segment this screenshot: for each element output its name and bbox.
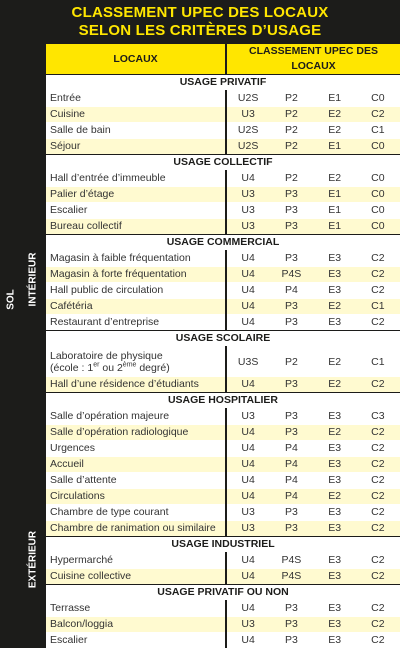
upec-p: P3 — [269, 633, 313, 648]
room-name: Cafétéria — [46, 299, 226, 315]
room-name: Balcon/loggia — [46, 617, 226, 633]
upec-p: P3 — [269, 425, 313, 441]
header-upec: CLASSEMENT UPEC DES LOCAUX — [226, 44, 400, 75]
upec-c: C0 — [356, 171, 400, 187]
upec-p: P2 — [269, 107, 313, 123]
upec-e: E2 — [314, 347, 356, 377]
upec-u: U3 — [226, 107, 269, 123]
upec-e: E3 — [314, 633, 356, 648]
upec-u: U4 — [226, 489, 269, 505]
upec-e: E3 — [314, 521, 356, 537]
upec-e: E3 — [314, 617, 356, 633]
room-name: Cuisine — [46, 107, 226, 123]
upec-p: P4 — [269, 457, 313, 473]
section-title: USAGE HOSPITALIER — [46, 393, 400, 409]
upec-e: E2 — [314, 489, 356, 505]
upec-p: P4S — [269, 553, 313, 569]
upec-u: U4 — [226, 377, 269, 393]
upec-p: P3 — [269, 505, 313, 521]
room-name: Salle d’attente — [46, 473, 226, 489]
upec-e: E1 — [314, 187, 356, 203]
upec-u: U4 — [226, 633, 269, 648]
upec-u: U3S — [226, 347, 269, 377]
table-row — [46, 473, 400, 489]
upec-table-wrap — [46, 44, 400, 648]
upec-c: C1 — [356, 123, 400, 139]
room-name: Entrée — [46, 91, 226, 107]
upec-u: U3 — [226, 219, 269, 235]
upec-e: E2 — [314, 107, 356, 123]
upec-u: U2S — [226, 123, 269, 139]
room-name-name2b: ou 2 — [99, 362, 122, 374]
section-title: USAGE COMMERCIAL — [46, 235, 400, 251]
upec-c: C2 — [356, 457, 400, 473]
room-name: Escalier — [46, 203, 226, 219]
table-row — [46, 617, 400, 633]
room-name: Hall d’entrée d’immeuble — [46, 171, 226, 187]
table-row — [46, 187, 400, 203]
table-body — [46, 75, 400, 648]
upec-e: E3 — [314, 315, 356, 331]
room-name: Palier d’étage — [46, 187, 226, 203]
room-name: Chambre de type courant — [46, 505, 226, 521]
upec-u: U4 — [226, 553, 269, 569]
upec-e: E2 — [314, 425, 356, 441]
upec-p: P3 — [269, 409, 313, 425]
upec-c: C2 — [356, 267, 400, 283]
upec-e: E3 — [314, 441, 356, 457]
room-name-name2a: (école : 1 — [50, 362, 93, 374]
upec-u: U4 — [226, 267, 269, 283]
upec-u: U4 — [226, 299, 269, 315]
section-title: USAGE SCOLAIRE — [46, 331, 400, 347]
table-row — [46, 251, 400, 267]
upec-c: C0 — [356, 187, 400, 203]
table-row — [46, 489, 400, 505]
room-name: Hypermarché — [46, 553, 226, 569]
room-name: Chambre de ranimation ou similaire — [46, 521, 226, 537]
upec-c: C2 — [356, 553, 400, 569]
sidebar-interieur — [22, 44, 44, 529]
upec-c: C2 — [356, 251, 400, 267]
room-name: Séjour — [46, 139, 226, 155]
room-name-name2c: degré) — [136, 362, 169, 374]
upec-p: P3 — [269, 617, 313, 633]
upec-c: C0 — [356, 91, 400, 107]
upec-e: E3 — [314, 251, 356, 267]
room-name: Restaurant d’entreprise — [46, 315, 226, 331]
upec-p: P3 — [269, 601, 313, 617]
upec-c: C3 — [356, 409, 400, 425]
room-name: Magasin à faible fréquentation — [46, 251, 226, 267]
upec-c: C2 — [356, 521, 400, 537]
upec-u: U3 — [226, 521, 269, 537]
upec-p: P4S — [269, 267, 313, 283]
upec-c: C2 — [356, 569, 400, 585]
header-locaux: LOCAUX — [46, 44, 226, 75]
upec-u: U4 — [226, 441, 269, 457]
upec-u: U3 — [226, 203, 269, 219]
room-name: Hall d’une résidence d’étudiants — [46, 377, 226, 393]
section-header — [46, 393, 400, 409]
title-line-1: CLASSEMENT UPEC DES LOCAUX — [0, 4, 400, 22]
upec-u: U4 — [226, 283, 269, 299]
upec-c: C0 — [356, 203, 400, 219]
upec-u: U3 — [226, 617, 269, 633]
upec-p: P3 — [269, 521, 313, 537]
section-header — [46, 235, 400, 251]
upec-c: C2 — [356, 283, 400, 299]
section-title: USAGE PRIVATIF — [46, 75, 400, 91]
upec-e: E1 — [314, 203, 356, 219]
room-name: Urgences — [46, 441, 226, 457]
upec-p: P2 — [269, 91, 313, 107]
sol-label: SOL — [6, 285, 17, 315]
upec-u: U3 — [226, 505, 269, 521]
upec-p: P4 — [269, 283, 313, 299]
section-title: USAGE PRIVATIF OU NON — [46, 585, 400, 601]
table-row — [46, 441, 400, 457]
table-row — [46, 123, 400, 139]
section-header — [46, 155, 400, 171]
section-header — [46, 537, 400, 553]
upec-u: U3 — [226, 187, 269, 203]
room-name: Salle d’opération majeure — [46, 409, 226, 425]
table-row — [46, 315, 400, 331]
upec-p: P3 — [269, 377, 313, 393]
interieur-label: INTÉRIEUR — [28, 250, 39, 310]
upec-u: U4 — [226, 251, 269, 267]
upec-c: C2 — [356, 633, 400, 648]
room-name: Escalier — [46, 633, 226, 648]
upec-e: E3 — [314, 409, 356, 425]
upec-e: E2 — [314, 171, 356, 187]
upec-u: U4 — [226, 315, 269, 331]
table-row — [46, 409, 400, 425]
room-name: Bureau collectif — [46, 219, 226, 235]
upec-u: U4 — [226, 569, 269, 585]
room-name: Circulations — [46, 489, 226, 505]
sidebar-sol — [0, 44, 22, 589]
upec-p: P4 — [269, 441, 313, 457]
table-row — [46, 425, 400, 441]
table-row — [46, 299, 400, 315]
upec-e: E1 — [314, 139, 356, 155]
table-row — [46, 347, 400, 377]
upec-e: E1 — [314, 91, 356, 107]
table-row — [46, 569, 400, 585]
upec-p: P3 — [269, 315, 313, 331]
upec-p: P4 — [269, 489, 313, 505]
table-row — [46, 267, 400, 283]
table-row — [46, 601, 400, 617]
upec-u: U4 — [226, 473, 269, 489]
upec-c: C2 — [356, 473, 400, 489]
upec-p: P4 — [269, 473, 313, 489]
room-name: Accueil — [46, 457, 226, 473]
section-header — [46, 331, 400, 347]
room-name-sup1: er — [93, 361, 99, 368]
upec-p: P3 — [269, 187, 313, 203]
upec-c: C2 — [356, 617, 400, 633]
upec-c: C2 — [356, 505, 400, 521]
room-name: Hall public de circulation — [46, 283, 226, 299]
room-name: Salle de bain — [46, 123, 226, 139]
upec-u: U4 — [226, 601, 269, 617]
sidebar-exterieur — [22, 531, 44, 589]
upec-e: E3 — [314, 553, 356, 569]
table-row — [46, 505, 400, 521]
upec-e: E2 — [314, 377, 356, 393]
upec-c: C2 — [356, 489, 400, 505]
upec-c: C1 — [356, 347, 400, 377]
upec-e: E1 — [314, 219, 356, 235]
room-name-sup2: ème — [123, 361, 137, 368]
upec-c: C0 — [356, 219, 400, 235]
table-row — [46, 457, 400, 473]
upec-p: P2 — [269, 171, 313, 187]
room-name — [46, 347, 226, 377]
upec-e: E3 — [314, 267, 356, 283]
upec-e: E3 — [314, 473, 356, 489]
table-row — [46, 219, 400, 235]
exterieur-label: EXTÉRIEUR — [28, 528, 39, 592]
upec-u: U4 — [226, 171, 269, 187]
upec-e: E3 — [314, 283, 356, 299]
table-row — [46, 107, 400, 123]
upec-c: C2 — [356, 315, 400, 331]
section-title: USAGE INDUSTRIEL — [46, 537, 400, 553]
room-name: Salle d’opération radiologique — [46, 425, 226, 441]
upec-c: C2 — [356, 107, 400, 123]
upec-c: C2 — [356, 601, 400, 617]
upec-e: E3 — [314, 601, 356, 617]
upec-p: P3 — [269, 219, 313, 235]
upec-u: U3 — [226, 409, 269, 425]
section-header — [46, 585, 400, 601]
upec-p: P2 — [269, 123, 313, 139]
upec-p: P2 — [269, 347, 313, 377]
upec-p: P3 — [269, 203, 313, 219]
section-title: USAGE COLLECTIF — [46, 155, 400, 171]
upec-u: U4 — [226, 425, 269, 441]
upec-u: U2S — [226, 91, 269, 107]
upec-c: C2 — [356, 377, 400, 393]
upec-p: P2 — [269, 139, 313, 155]
table-row — [46, 283, 400, 299]
upec-c: C2 — [356, 441, 400, 457]
room-name: Magasin à forte fréquentation — [46, 267, 226, 283]
upec-table — [46, 44, 400, 648]
upec-e: E3 — [314, 569, 356, 585]
table-row — [46, 91, 400, 107]
upec-e: E3 — [314, 505, 356, 521]
table-row — [46, 171, 400, 187]
table-row — [46, 521, 400, 537]
upec-p: P4S — [269, 569, 313, 585]
upec-u: U4 — [226, 457, 269, 473]
upec-c: C1 — [356, 299, 400, 315]
table-row — [46, 203, 400, 219]
title-line-2: SELON LES CRITÈRES D’USAGE — [0, 22, 400, 40]
upec-e: E2 — [314, 123, 356, 139]
room-name: Cuisine collective — [46, 569, 226, 585]
upec-p: P3 — [269, 251, 313, 267]
page-title — [0, 0, 400, 44]
upec-c: C0 — [356, 139, 400, 155]
room-name-line1: Laboratoire de physique — [50, 350, 163, 362]
upec-u: U2S — [226, 139, 269, 155]
table-row — [46, 553, 400, 569]
upec-e: E3 — [314, 457, 356, 473]
section-header — [46, 75, 400, 91]
upec-c: C2 — [356, 425, 400, 441]
room-name: Terrasse — [46, 601, 226, 617]
table-row — [46, 377, 400, 393]
table-row — [46, 139, 400, 155]
table-row — [46, 633, 400, 648]
upec-p: P3 — [269, 299, 313, 315]
upec-e: E2 — [314, 299, 356, 315]
